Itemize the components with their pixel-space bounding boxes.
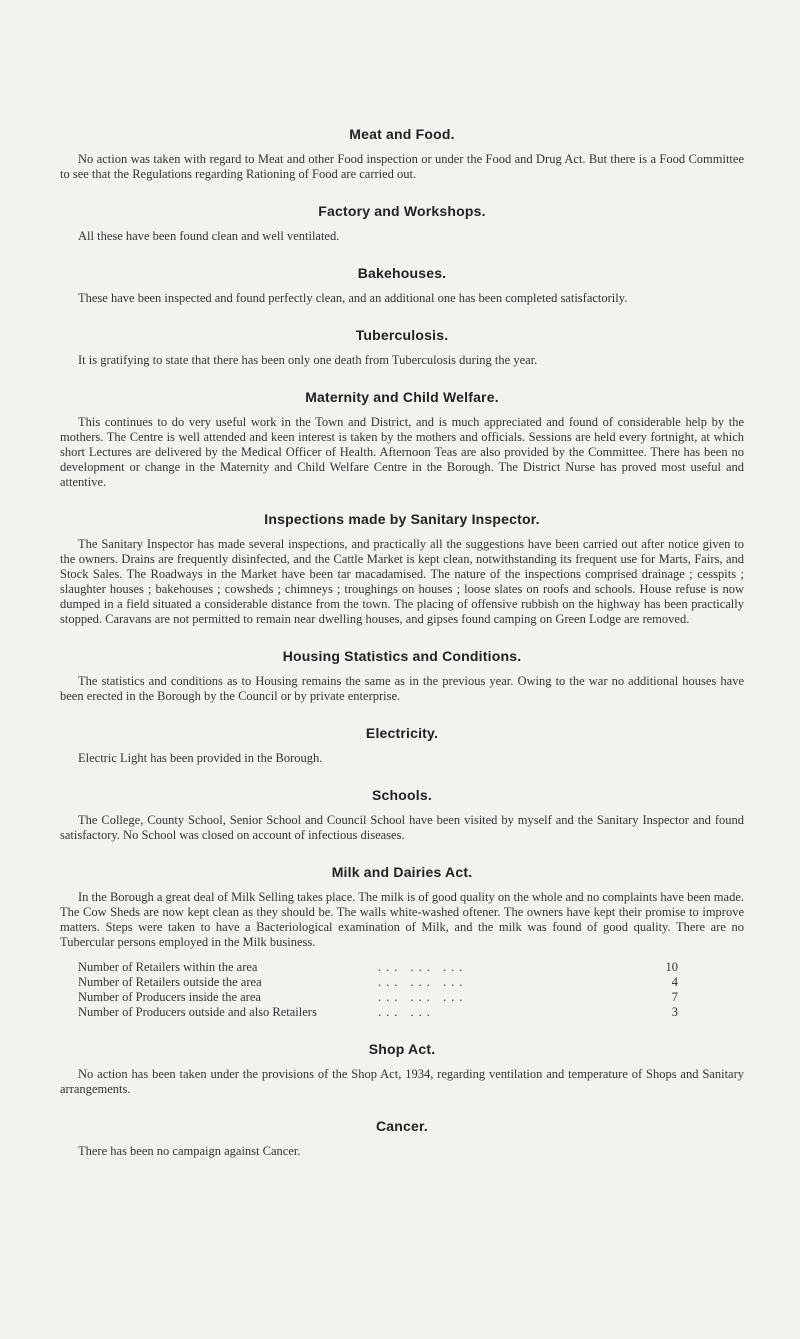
section-text: No action has been taken under the provisions of the Shop Act, 1934, regarding ventilation and temperature of Shops and Sanitary arrangements. bbox=[60, 1067, 744, 1096]
table-row bbox=[78, 990, 678, 1005]
section-heading: Schools. bbox=[372, 787, 432, 803]
section-housing bbox=[60, 648, 744, 704]
row-label: Number of Retailers within the area bbox=[78, 960, 258, 974]
row-leader: ... ... ... bbox=[378, 990, 468, 1004]
table-row bbox=[78, 1005, 678, 1020]
row-label: Number of Producers inside the area bbox=[78, 990, 261, 1004]
row-value: 4 bbox=[671, 975, 678, 989]
section-maternity-child-welfare bbox=[60, 389, 744, 490]
table-row bbox=[78, 960, 678, 975]
section-heading: Housing Statistics and Conditions. bbox=[282, 648, 522, 664]
row-label: Number of Retailers outside the area bbox=[78, 975, 262, 989]
section-electricity bbox=[60, 725, 744, 766]
row-value: 3 bbox=[671, 1005, 678, 1019]
row-leader: ... ... ... bbox=[378, 975, 468, 989]
section-bakehouses bbox=[60, 265, 744, 306]
section-heading: Milk and Dairies Act. bbox=[331, 864, 473, 880]
section-cancer bbox=[60, 1118, 744, 1159]
row-value: 7 bbox=[671, 990, 678, 1004]
section-factory-workshops bbox=[60, 203, 744, 244]
section-text: No action was taken with regard to Meat and other Food inspection or under the Food and Drug Act. But there is a Food Committee to see that the Regulations regarding Rationing of Food are carried out. bbox=[60, 152, 744, 181]
row-leader: ... ... bbox=[378, 1005, 435, 1019]
section-schools bbox=[60, 787, 744, 843]
section-meat-food bbox=[60, 126, 744, 182]
section-text: The Sanitary Inspector has made several inspections, and practically all the suggestions have been carried out after notice given to the owners. Drains are frequently disinfected, and the Cattle Market is kept clean, notwithstanding its frequent use for Marts, Fairs, and Stock Sales. The Roadways in the Market have been tar macadamised. The nature of the inspections comprised drainage ; cesspits ; slaughter houses ; bakehouses ; cowsheds ; chimneys ; troughings on houses ; loose slates on roofs and schools. House refuse is now dumped in a field situated a considerable distance from the town. The placing of offensive rubbish on the highway has been practically stopped. Caravans are not permitted to remain near dwelling houses, and gipses found camping on Green Lodge are removed. bbox=[60, 537, 744, 626]
section-text: Electric Light has been provided in the Borough. bbox=[78, 751, 323, 765]
report-content bbox=[60, 126, 744, 1180]
section-text: The statistics and conditions as to Housing remains the same as in the previous year. Owing to the war no additional houses have been erected in the Borough by the Council or by private enterprise. bbox=[60, 674, 744, 703]
section-text: This continues to do very useful work in the Town and District, and is much appreciated and found of considerable help by the mothers. The Centre is well attended and keen interest is taken by the mothers and officials. Sessions are held every fortnight, at which short Lectures are delivered by the Medical Officer of Health. Afternoon Teas are also provided by the Committee. There has been no development or change in the Maternity and Child Welfare Centre in the Borough. The District Nurse has proved most useful and attentive. bbox=[60, 415, 744, 489]
section-text: The College, County School, Senior School and Council School have been visited by myself and the Sanitary Inspector and found satisfactory. No School was closed on account of infectious diseases. bbox=[60, 813, 744, 842]
section-heading: Maternity and Child Welfare. bbox=[305, 389, 499, 405]
row-label: Number of Producers outside and also Retailers bbox=[78, 1005, 317, 1019]
section-milk-dairies bbox=[60, 864, 744, 1020]
section-heading: Tuberculosis. bbox=[355, 327, 449, 343]
section-tuberculosis bbox=[60, 327, 744, 368]
section-heading: Bakehouses. bbox=[357, 265, 447, 281]
milk-statistics-table bbox=[78, 960, 678, 1020]
section-heading: Factory and Workshops. bbox=[318, 203, 486, 219]
section-text: In the Borough a great deal of Milk Selling takes place. The milk is of good quality on the whole and no complaints have been made. The Cow Sheds are now kept clean as they should be. The walls white-washed oftener. The owners have kept their promise to improve matters. Steps were taken to have a Bacteriological examination of Milk, and the milk was found of good quality. There are no Tubercular persons employed in the Milk business. bbox=[60, 890, 744, 949]
section-sanitary-inspections bbox=[60, 511, 744, 627]
section-heading: Inspections made by Sanitary Inspector. bbox=[264, 511, 540, 527]
section-heading: Shop Act. bbox=[368, 1041, 436, 1057]
section-text: All these have been found clean and well ventilated. bbox=[78, 229, 340, 243]
row-leader: ... ... ... bbox=[378, 960, 468, 974]
table-row bbox=[78, 975, 678, 990]
section-heading: Cancer. bbox=[376, 1118, 428, 1134]
row-value: 10 bbox=[665, 960, 678, 974]
section-text: It is gratifying to state that there has been only one death from Tuberculosis during the year. bbox=[78, 353, 538, 367]
section-text: These have been inspected and found perfectly clean, and an additional one has been completed satisfactorily. bbox=[78, 291, 628, 305]
section-shop-act bbox=[60, 1041, 744, 1097]
section-text: There has been no campaign against Cancer. bbox=[78, 1144, 301, 1158]
section-heading: Meat and Food. bbox=[349, 126, 455, 142]
section-heading: Electricity. bbox=[365, 725, 439, 741]
